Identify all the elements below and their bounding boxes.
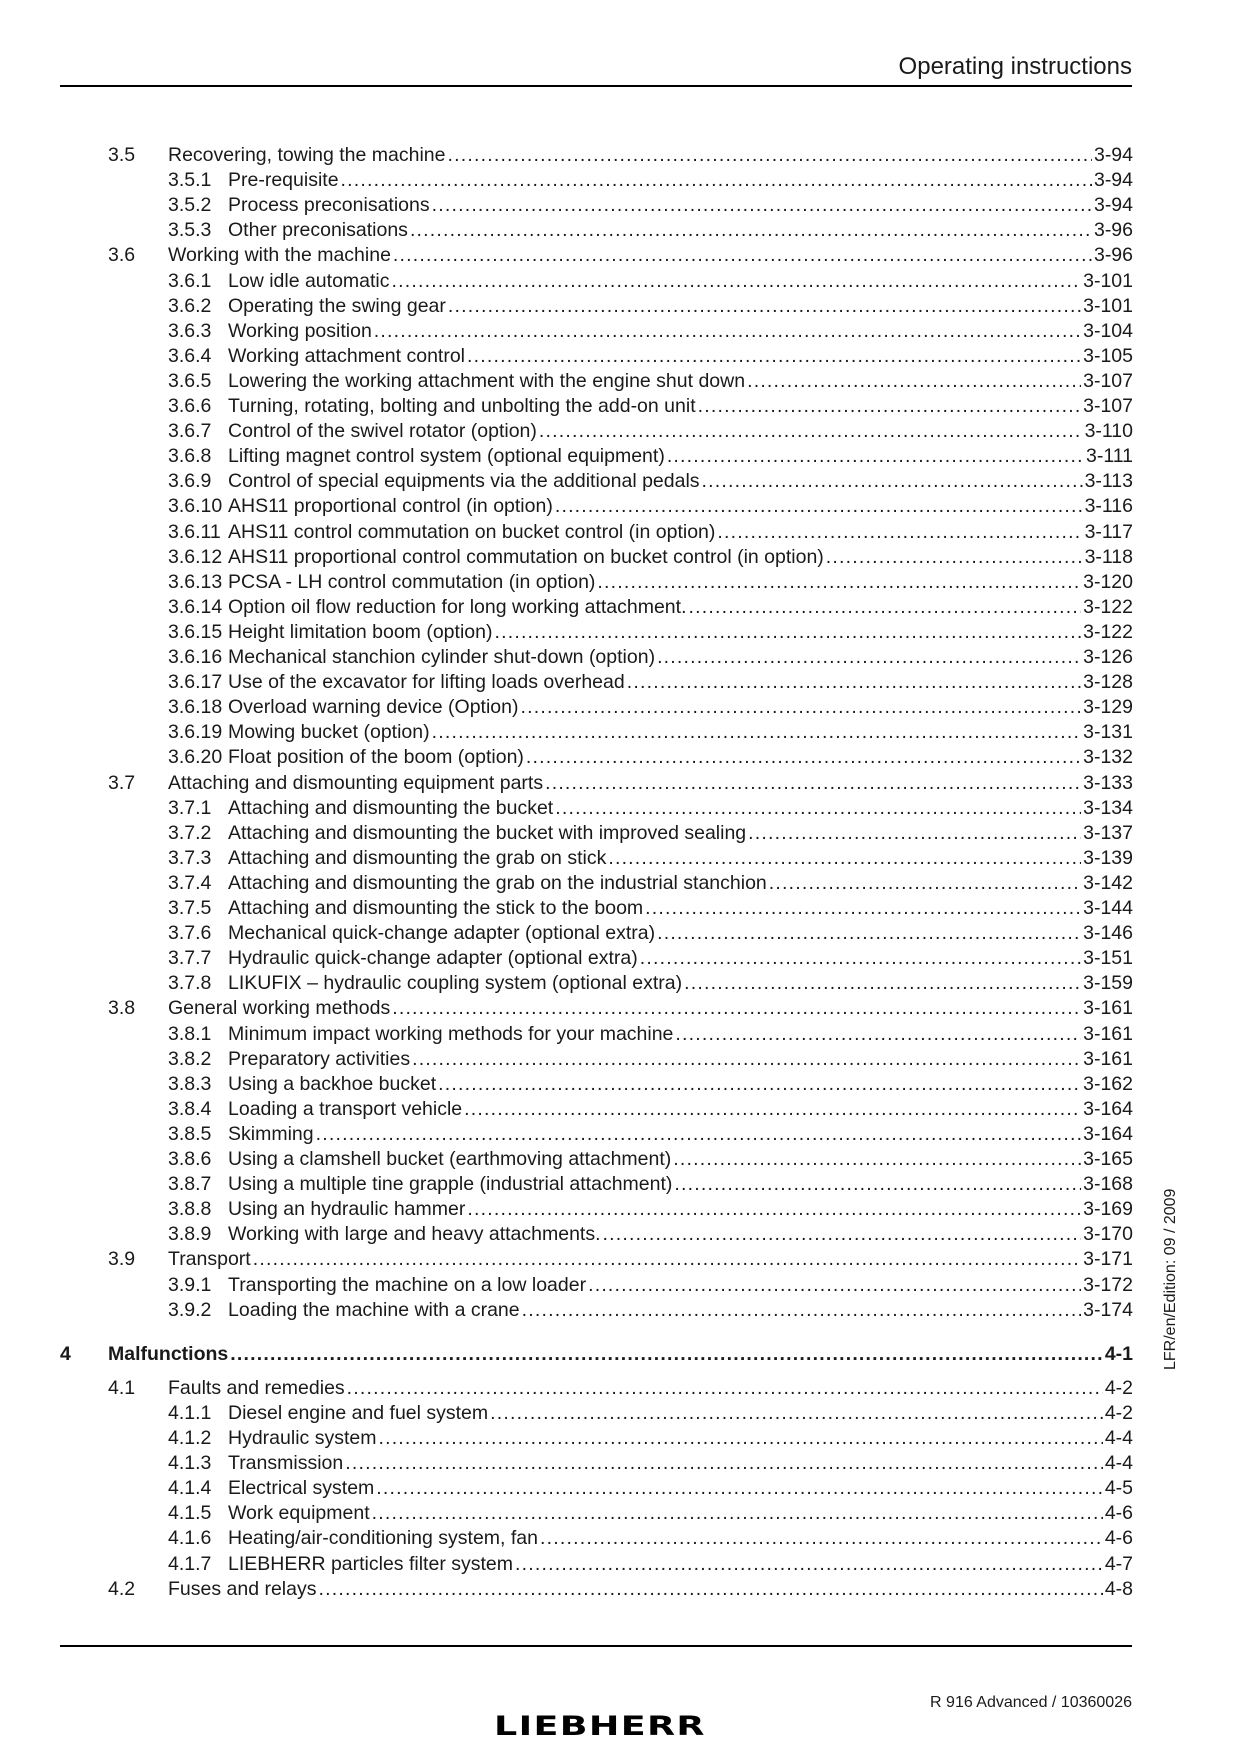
toc-entry-title: Lowering the working attachment with the engine shut down xyxy=(228,369,746,392)
toc-entry-title: LIEBHERR particles filter system xyxy=(228,1552,513,1575)
toc-entry-title: Transmission xyxy=(228,1452,344,1475)
toc-dot-leader xyxy=(555,796,1081,821)
toc-dot-leader xyxy=(769,871,1081,896)
toc-entry-page: 3-162 xyxy=(1083,1072,1133,1095)
toc-entry-page: 4-2 xyxy=(1104,1376,1133,1399)
toc-entry[interactable] xyxy=(168,1526,1133,1551)
toc-entry-number: 3.6.15 xyxy=(168,620,223,643)
toc-entry[interactable] xyxy=(168,294,1133,319)
toc-entry-number: 3.5.3 xyxy=(168,219,212,242)
toc-entry-title: Mechanical quick-change adapter (optional extra) xyxy=(228,922,656,945)
toc-entry-title: Lifting magnet control system (optional equipment) xyxy=(228,445,665,468)
toc-entry-title: AHS11 proportional control commutation on bucket control (in option) xyxy=(228,545,824,568)
toc-entry-page: 3-151 xyxy=(1083,947,1133,970)
toc-entry-title: Overload warning device (Option) xyxy=(228,696,519,719)
toc-entry-page: 3-142 xyxy=(1083,871,1133,894)
toc-entry-title: Malfunctions xyxy=(108,1342,229,1365)
toc-entry-title: Faults and remedies xyxy=(168,1376,345,1399)
toc-entry-title: Float position of the boom (option) xyxy=(228,746,524,769)
toc-entry-title: Work equipment xyxy=(228,1502,370,1525)
toc-entry[interactable] xyxy=(168,494,1133,519)
toc-entry[interactable] xyxy=(168,695,1133,720)
toc-entry-page: 3-122 xyxy=(1083,620,1133,643)
toc-dot-leader xyxy=(675,1022,1081,1047)
toc-entry-title: Turning, rotating, bolting and unbolting the add-on unit xyxy=(228,395,696,417)
toc-entry[interactable] xyxy=(108,1376,1133,1401)
toc-entry-title: Using a backhoe bucket xyxy=(228,1072,437,1095)
toc-dot-leader xyxy=(372,1501,1103,1526)
toc-entry-page: 3-94 xyxy=(1093,144,1133,166)
toc-dot-leader xyxy=(522,1298,1082,1323)
toc-entry[interactable] xyxy=(168,319,1133,344)
toc-dot-leader xyxy=(627,670,1081,695)
toc-entry-page: 3-96 xyxy=(1093,244,1133,267)
toc-entry-title: Diesel engine and fuel system xyxy=(228,1401,489,1424)
toc-dot-leader xyxy=(464,1097,1081,1122)
toc-entry[interactable] xyxy=(168,871,1133,896)
toc-entry-title: AHS11 control commutation on bucket control (in option) xyxy=(228,520,716,543)
toc-entry-page: 4-2 xyxy=(1104,1401,1133,1424)
toc-dot-leader xyxy=(657,921,1081,946)
toc-entry-number: 3.7.8 xyxy=(168,972,212,995)
toc-dot-leader xyxy=(319,1577,1103,1602)
toc-entry-page: 3-131 xyxy=(1083,721,1133,744)
toc-entry-title: Transporting the machine on a low loader xyxy=(228,1273,587,1296)
toc-entry-number: 3.6.9 xyxy=(168,470,212,493)
toc-dot-leader xyxy=(467,1197,1081,1222)
toc-entry-number: 4.1.2 xyxy=(168,1427,212,1449)
toc-entry[interactable] xyxy=(168,344,1133,369)
toc-entry-number: 3.8.2 xyxy=(168,1047,212,1070)
liebherr-logo: LIEBHERR xyxy=(494,1711,706,1742)
toc-entry[interactable] xyxy=(168,1072,1133,1097)
toc-entry-title: Control of the swivel rotator (option) xyxy=(228,420,537,443)
toc-dot-leader xyxy=(490,1401,1103,1426)
toc-entry-number: 3.9.1 xyxy=(168,1273,212,1296)
toc-entry-page: 3-146 xyxy=(1083,922,1133,945)
toc-entry[interactable] xyxy=(168,1451,1133,1476)
toc-entry-page: 3-122 xyxy=(1083,595,1133,618)
toc-entry-number: 3.6.8 xyxy=(168,445,212,468)
toc-entry[interactable] xyxy=(168,1426,1133,1451)
toc-entry[interactable] xyxy=(108,996,1133,1021)
toc-entry[interactable] xyxy=(168,394,1133,419)
toc-entry[interactable] xyxy=(168,1273,1133,1298)
toc-entry[interactable] xyxy=(168,269,1133,294)
toc-entry-page: 3-126 xyxy=(1083,646,1133,668)
toc-dot-leader xyxy=(432,720,1082,745)
toc-dot-leader xyxy=(374,319,1081,344)
toc-entry-number: 3.6 xyxy=(108,244,136,267)
toc-entry-number: 3.8.5 xyxy=(168,1122,212,1145)
toc-dot-leader xyxy=(748,821,1081,846)
toc-entry-page: 3-117 xyxy=(1084,520,1133,543)
toc-entry-number: 3.7.6 xyxy=(168,922,212,945)
toc-dot-leader xyxy=(674,1172,1081,1197)
toc-entry-page: 3-133 xyxy=(1083,771,1133,794)
toc-entry-page: 3-171 xyxy=(1083,1248,1133,1271)
toc-dot-leader xyxy=(378,1426,1102,1451)
toc-entry[interactable] xyxy=(108,771,1133,796)
toc-entry-title: Option oil flow reduction for long working attachment. xyxy=(228,595,687,618)
toc-entry-page: 3-169 xyxy=(1083,1198,1133,1221)
toc-entry-page: 3-161 xyxy=(1083,1022,1133,1045)
toc-entry-title: Control of special equipments via the additional pedals xyxy=(228,470,700,493)
toc-entry-title: Using a multiple tine grapple (industrial attachment) xyxy=(228,1173,673,1196)
toc-entry-page: 3-161 xyxy=(1083,997,1133,1020)
toc-dot-leader xyxy=(657,645,1081,670)
toc-entry-page: 3-101 xyxy=(1083,269,1133,292)
toc-dot-leader xyxy=(438,1072,1081,1097)
toc-entry-number: 3.6.14 xyxy=(168,595,223,618)
toc-entry-page: 4-1 xyxy=(1104,1342,1133,1365)
toc-entry-title: Attaching and dismounting the stick to the boom xyxy=(228,897,644,919)
toc-entry[interactable] xyxy=(168,369,1133,394)
toc-entry-page: 4-7 xyxy=(1104,1552,1133,1575)
header-rule xyxy=(60,85,1132,87)
toc-entry-page: 3-101 xyxy=(1083,294,1133,317)
toc-entry-page: 3-159 xyxy=(1083,972,1133,995)
toc-entry-title: Recovering, towing the machine xyxy=(168,144,446,166)
toc-entry-page: 3-113 xyxy=(1084,470,1133,493)
toc-dot-leader xyxy=(494,620,1081,645)
toc-entry[interactable] xyxy=(168,545,1133,570)
toc-entry-title: Attaching and dismounting the grab on the industrial stanchion xyxy=(228,871,767,894)
toc-dot-leader xyxy=(539,419,1083,444)
toc-entry-number: 3.7.4 xyxy=(168,871,212,894)
header-title: Operating instructions xyxy=(898,53,1132,80)
toc-entry-page: 4-5 xyxy=(1104,1477,1133,1500)
toc-entry-number: 4.1.4 xyxy=(168,1477,212,1500)
toc-entry-page: 3-94 xyxy=(1093,169,1133,192)
toc-entry-number: 3.8.6 xyxy=(168,1148,212,1170)
toc-entry-number: 3.6.17 xyxy=(168,671,223,694)
toc-entry-page: 3-116 xyxy=(1084,495,1133,518)
toc-entry[interactable] xyxy=(168,1552,1133,1577)
toc-entry-number: 4.1.5 xyxy=(168,1502,212,1525)
toc-entry-page: 4-8 xyxy=(1104,1577,1133,1600)
toc-entry-number: 3.7.1 xyxy=(168,796,212,819)
toc-dot-leader xyxy=(520,695,1081,720)
toc-entry-number: 3.8.7 xyxy=(168,1173,212,1196)
toc-dot-leader xyxy=(588,1273,1081,1298)
toc-entry[interactable] xyxy=(168,1022,1133,1047)
toc-entry-title: Loading the machine with a crane xyxy=(228,1298,520,1321)
toc-entry-page: 3-164 xyxy=(1083,1097,1133,1120)
toc-entry-title: Minimum impact working methods for your machine xyxy=(228,1022,674,1045)
toc-entry-number: 4.1.7 xyxy=(168,1552,212,1575)
toc-entry-title: LIKUFIX – hydraulic coupling system (optional extra) xyxy=(228,972,683,995)
toc-entry[interactable] xyxy=(168,670,1133,695)
toc-entry-title: Use of the excavator for lifting loads overhead xyxy=(228,671,625,694)
toc-entry-number: 3.5 xyxy=(108,144,136,166)
toc-entry-title: Mowing bucket (option) xyxy=(228,721,430,744)
toc-dot-leader xyxy=(826,545,1083,570)
toc-dot-leader xyxy=(747,369,1081,394)
toc-dot-leader xyxy=(597,570,1081,595)
toc-entry[interactable] xyxy=(168,595,1133,620)
toc-entry-number: 3.8.8 xyxy=(168,1198,212,1221)
toc-entry-title: Using an hydraulic hammer xyxy=(228,1198,466,1221)
toc-dot-leader xyxy=(393,243,1092,268)
toc-dot-leader xyxy=(341,168,1092,193)
toc-entry-number: 3.6.4 xyxy=(168,344,212,367)
toc-entry-number: 3.6.2 xyxy=(168,294,212,317)
toc-entry-number: 3.6.20 xyxy=(168,746,223,769)
toc-entry-title: Attaching and dismounting the bucket xyxy=(228,796,554,819)
toc-dot-leader xyxy=(717,520,1082,545)
toc-entry[interactable] xyxy=(168,168,1133,193)
toc-entry[interactable] xyxy=(168,1401,1133,1426)
toc-entry-title: Working position xyxy=(228,319,372,342)
toc-dot-leader xyxy=(673,1147,1081,1172)
toc-entry[interactable] xyxy=(168,570,1133,595)
toc-entry-number: 3.6.11 xyxy=(168,520,221,543)
toc-dot-leader xyxy=(345,1451,1103,1476)
toc-dot-leader xyxy=(702,469,1083,494)
toc-dot-leader xyxy=(448,143,1092,168)
toc-entry-page: 3-129 xyxy=(1083,696,1133,719)
toc-entry-title: Pre-requisite xyxy=(228,169,339,192)
toc-entry-number: 4.1.1 xyxy=(168,1401,212,1424)
toc-entry-title: Hydraulic quick-change adapter (optional extra) xyxy=(228,947,638,970)
toc-dot-leader xyxy=(316,1122,1082,1147)
toc-entry[interactable] xyxy=(108,143,1133,168)
toc-entry-page: 4-6 xyxy=(1104,1527,1133,1550)
toc-entry-page: 3-128 xyxy=(1083,671,1133,694)
toc-entry-title: Height limitation boom (option) xyxy=(228,620,493,643)
toc-entry-number: 4.1.3 xyxy=(168,1452,212,1475)
toc-entry[interactable] xyxy=(168,1476,1133,1501)
toc-entry-title: Loading a transport vehicle xyxy=(228,1097,463,1120)
toc-entry[interactable] xyxy=(168,745,1133,770)
toc-dot-leader xyxy=(540,1526,1103,1551)
toc-dot-leader xyxy=(230,1342,1103,1367)
toc-entry-title: Skimming xyxy=(228,1122,314,1145)
toc-entry-page: 4-4 xyxy=(1104,1452,1133,1475)
toc-dot-leader xyxy=(432,193,1092,218)
toc-dot-leader xyxy=(603,1222,1082,1247)
toc-entry-number: 3.8 xyxy=(108,997,136,1020)
toc-entry-number: 3.7.3 xyxy=(168,846,212,869)
toc-dot-leader xyxy=(640,946,1081,971)
toc-entry-title: Electrical system xyxy=(228,1477,375,1500)
toc-entry-page: 3-118 xyxy=(1084,545,1133,568)
toc-entry-page: 3-111 xyxy=(1086,445,1133,468)
toc-dot-leader xyxy=(689,595,1082,620)
toc-entry-number: 3.8.1 xyxy=(168,1022,212,1045)
toc-entry-page: 3-105 xyxy=(1083,344,1133,367)
toc-dot-leader xyxy=(526,745,1081,770)
toc-entry-page: 3-134 xyxy=(1083,796,1133,819)
toc-entry-number: 3.6.16 xyxy=(168,646,223,668)
toc-entry-number: 3.5.1 xyxy=(168,169,212,192)
toc-entry-number: 3.8.4 xyxy=(168,1097,212,1120)
toc-entry-title: PCSA - LH control commutation (in option) xyxy=(228,570,596,593)
toc-entry-title: Transport xyxy=(168,1248,251,1271)
toc-entry-page: 3-161 xyxy=(1083,1047,1133,1070)
edition-label: LFR/en/Edition: 09 / 2009 xyxy=(1162,1188,1179,1370)
toc-entry-page: 3-137 xyxy=(1083,821,1133,844)
toc-entry-number: 3.6.13 xyxy=(168,570,223,593)
toc-entry-title: Operating the swing gear xyxy=(228,294,446,317)
toc-entry-title: Attaching and dismounting equipment parts xyxy=(168,771,544,794)
toc-dot-leader xyxy=(410,218,1092,243)
toc-entry-number: 4.1 xyxy=(108,1376,136,1399)
toc-entry[interactable] xyxy=(168,218,1133,243)
toc-entry[interactable] xyxy=(168,946,1133,971)
toc-entry-number: 3.6.1 xyxy=(168,269,212,292)
toc-entry-title: Fuses and relays xyxy=(168,1577,317,1600)
toc-dot-leader xyxy=(448,294,1081,319)
toc-entry-number: 3.6.3 xyxy=(168,319,212,342)
toc-dot-leader xyxy=(698,394,1082,419)
toc-entry[interactable] xyxy=(168,419,1133,444)
toc-entry-number: 3.7.7 xyxy=(168,947,212,970)
toc-entry[interactable] xyxy=(168,193,1133,218)
toc-dot-leader xyxy=(467,344,1081,369)
toc-entry-number: 3.8.3 xyxy=(168,1072,212,1095)
toc-entry-title: Mechanical stanchion cylinder shut-down (option) xyxy=(228,646,656,668)
toc-entry-number: 4.1.6 xyxy=(168,1527,212,1550)
toc-dot-leader xyxy=(412,1047,1081,1072)
toc-entry-number: 3.7 xyxy=(108,771,136,794)
toc-entry-page: 3-170 xyxy=(1083,1223,1133,1246)
toc-entry[interactable] xyxy=(108,1577,1133,1602)
toc-entry[interactable] xyxy=(168,921,1133,946)
toc-entry-page: 4-4 xyxy=(1104,1427,1133,1449)
toc-dot-leader xyxy=(545,771,1081,796)
toc-entry-number: 3.9.2 xyxy=(168,1298,212,1321)
toc-dot-leader xyxy=(684,971,1081,996)
toc-entry-page: 3-172 xyxy=(1083,1273,1133,1296)
toc-entry[interactable] xyxy=(168,520,1133,545)
toc-entry[interactable] xyxy=(168,444,1133,469)
toc-entry-number: 3.6.7 xyxy=(168,420,212,443)
toc-entry[interactable] xyxy=(168,645,1133,670)
toc-entry[interactable] xyxy=(168,796,1133,821)
toc-entry[interactable] xyxy=(168,620,1133,645)
toc-entry-page: 3-132 xyxy=(1083,746,1133,769)
toc-entry[interactable] xyxy=(168,1298,1133,1323)
toc-entry[interactable] xyxy=(168,469,1133,494)
toc-entry-number: 3.8.9 xyxy=(168,1223,212,1246)
toc-entry-page: 3-120 xyxy=(1083,570,1133,593)
toc-entry-title: General working methods xyxy=(168,997,391,1020)
toc-entry[interactable] xyxy=(168,971,1133,996)
toc-entry-page: 3-107 xyxy=(1083,395,1133,417)
toc-entry[interactable] xyxy=(168,1097,1133,1122)
toc-entry-page: 3-104 xyxy=(1083,319,1133,342)
toc-entry-number: 3.6.12 xyxy=(168,545,223,568)
toc-dot-leader xyxy=(392,996,1081,1021)
toc-entry-title: Attaching and dismounting the grab on stick xyxy=(228,846,607,869)
toc-entry-page: 3-139 xyxy=(1083,846,1133,869)
toc-dot-leader xyxy=(253,1247,1081,1272)
toc-entry-title: Heating/air-conditioning system, fan xyxy=(228,1527,538,1550)
toc-entry-page: 3-165 xyxy=(1083,1148,1133,1170)
toc-entry[interactable] xyxy=(168,1047,1133,1072)
toc-dot-leader xyxy=(555,494,1083,519)
toc-entry-title: Working attachment control xyxy=(228,344,465,367)
toc-entry-number: 3.6.5 xyxy=(168,369,212,392)
toc-entry-page: 3-168 xyxy=(1083,1173,1133,1196)
toc-entry-page: 3-107 xyxy=(1083,369,1133,392)
toc-entry-page: 3-96 xyxy=(1093,219,1133,242)
toc-entry-title: Attaching and dismounting the bucket with improved sealing xyxy=(228,821,747,844)
toc-entry-number: 3.5.2 xyxy=(168,194,212,217)
toc-entry-title: AHS11 proportional control (in option) xyxy=(228,495,553,518)
toc-entry-title: Low idle automatic xyxy=(228,269,390,292)
toc-entry[interactable] xyxy=(108,243,1133,268)
toc-entry-title: Hydraulic system xyxy=(228,1427,377,1449)
toc-entry[interactable] xyxy=(168,846,1133,871)
toc-entry-number: 3.7.5 xyxy=(168,897,212,919)
toc-entry[interactable] xyxy=(168,896,1133,921)
toc-entry-title: Process preconisations xyxy=(228,194,430,217)
toc-entry-page: 3-94 xyxy=(1093,194,1133,217)
footer-rule xyxy=(60,1645,1132,1647)
toc-entry[interactable] xyxy=(168,1222,1133,1247)
toc-entry-page: 3-110 xyxy=(1084,420,1133,443)
toc-entry-title: Preparatory activities xyxy=(228,1047,411,1070)
toc-entry[interactable] xyxy=(168,1172,1133,1197)
toc-entry[interactable] xyxy=(168,1122,1133,1147)
toc-entry-title: Working with large and heavy attachments. xyxy=(228,1223,601,1246)
toc-entry-number: 3.6.19 xyxy=(168,721,223,744)
toc-entry-number: 3.6.10 xyxy=(168,495,223,518)
toc-entry-title: Other preconisations xyxy=(228,219,408,242)
toc-entry-number: 3.6.18 xyxy=(168,696,223,719)
toc-entry-number: 3.7.2 xyxy=(168,821,212,844)
toc-dot-leader xyxy=(608,846,1081,871)
toc-dot-leader xyxy=(515,1552,1103,1577)
toc-dot-leader xyxy=(667,444,1084,469)
toc-entry-page: 3-144 xyxy=(1083,897,1133,919)
toc-chapter[interactable] xyxy=(60,1342,1133,1367)
toc-entry-page: 4-6 xyxy=(1104,1502,1133,1525)
toc-entry-number: 4.2 xyxy=(108,1577,136,1600)
toc-entry[interactable] xyxy=(168,1197,1133,1222)
toc-entry-page: 3-164 xyxy=(1083,1122,1133,1145)
toc-entry[interactable] xyxy=(168,821,1133,846)
toc-entry-title: Working with the machine xyxy=(168,244,391,267)
toc-entry-number: 3.6.6 xyxy=(168,395,212,417)
toc-dot-leader xyxy=(347,1376,1103,1401)
toc-dot-leader xyxy=(645,896,1081,921)
toc-entry-page: 3-174 xyxy=(1083,1298,1133,1321)
toc-entry[interactable] xyxy=(168,1501,1133,1526)
toc-dot-leader xyxy=(376,1476,1103,1501)
toc-entry-number: 4 xyxy=(60,1342,71,1365)
toc-entry-number: 3.9 xyxy=(108,1248,136,1271)
toc-entry[interactable] xyxy=(168,1147,1133,1172)
toc-entry[interactable] xyxy=(168,720,1133,745)
toc-dot-leader xyxy=(392,269,1082,294)
document-id: R 916 Advanced / 10360026 xyxy=(930,1694,1132,1711)
toc-entry-title: Using a clamshell bucket (earthmoving attachment) xyxy=(228,1148,672,1170)
toc-entry[interactable] xyxy=(108,1247,1133,1272)
